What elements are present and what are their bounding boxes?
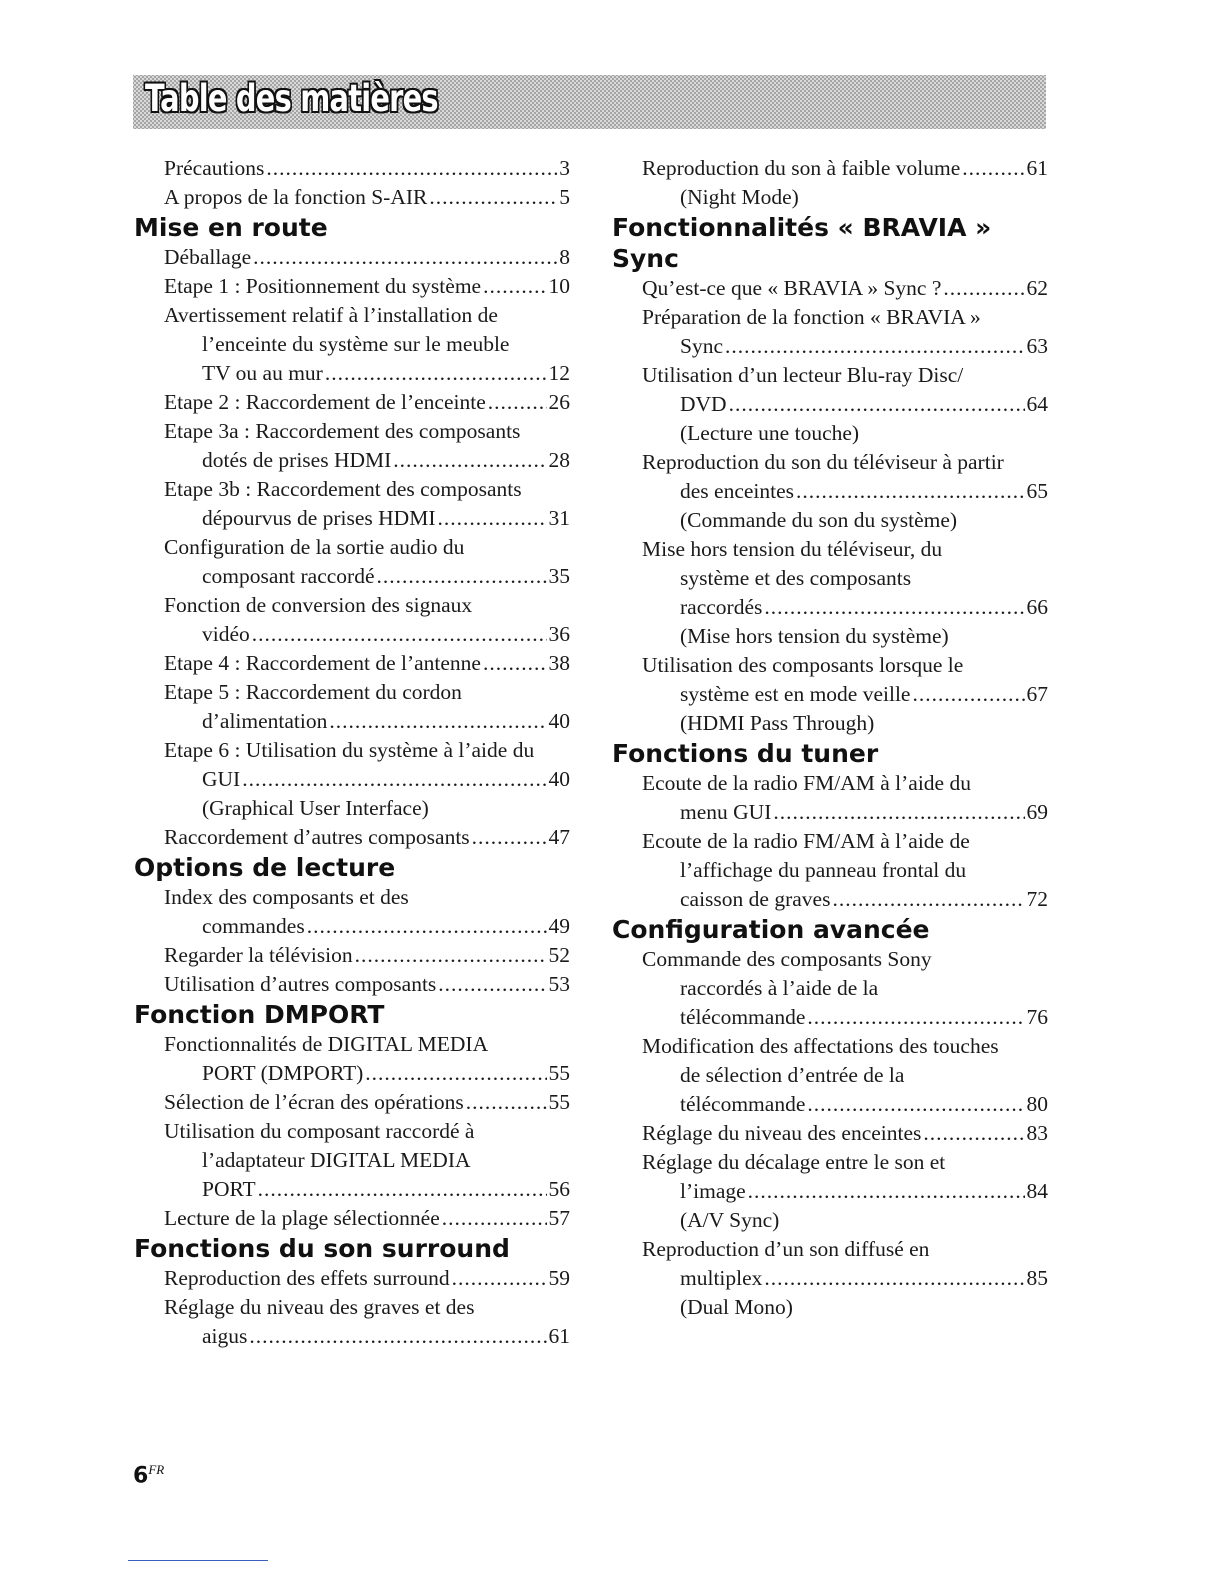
toc-entry[interactable] (134, 1204, 570, 1233)
toc-entry-text: PORT (DMPORT) (202, 1061, 364, 1085)
toc-entry-text: composant raccordé (202, 564, 375, 588)
toc-entry-text: Réglage du niveau des graves et des (164, 1295, 475, 1319)
dot-leader (325, 359, 547, 388)
toc-entry-text: télécommande (680, 1092, 806, 1116)
toc-entry[interactable] (134, 649, 570, 678)
toc-entry-text: l’image (680, 1179, 746, 1203)
toc-entry-text: Ecoute de la radio FM/AM à l’aide de (642, 829, 970, 853)
toc-entry-text: Raccordement d’autres composants (164, 825, 470, 849)
dot-leader (437, 504, 546, 533)
toc-entry[interactable] (134, 183, 570, 212)
toc-entry-text: Déballage (164, 245, 252, 269)
toc-entry[interactable] (612, 1148, 1048, 1235)
dot-leader (466, 1088, 547, 1117)
dot-leader (266, 154, 557, 183)
toc-entry-subtitle: (Lecture une touche) (680, 421, 860, 445)
toc-entry[interactable] (134, 475, 570, 533)
dot-leader (764, 593, 1024, 622)
toc-entry-text: Modification des affectations des touches (642, 1034, 999, 1058)
toc-entry-text: télécommande (680, 1005, 806, 1029)
dot-leader (807, 1090, 1024, 1119)
title-banner (133, 75, 1046, 129)
toc-entry-text: Utilisation du composant raccordé à (164, 1119, 475, 1143)
toc-entry[interactable] (134, 1293, 570, 1351)
toc-entry-text: Réglage du niveau des enceintes (642, 1121, 922, 1145)
toc-right-column (612, 154, 1048, 1322)
toc-entry-text: Etape 6 : Utilisation du système à l’aide du (164, 738, 535, 762)
toc-entry-text: l’enceinte du système sur le meuble (202, 332, 510, 356)
section-heading: Fonctionnalités « BRAVIA » Sync (612, 213, 992, 273)
toc-entry[interactable] (134, 1088, 570, 1117)
toc-entry[interactable] (612, 651, 1048, 738)
toc-entry[interactable] (134, 1264, 570, 1293)
toc-entry-text: aigus (202, 1324, 248, 1348)
dot-leader (242, 765, 546, 794)
dot-leader (483, 649, 547, 678)
dot-leader (483, 272, 546, 301)
page-reference: 63 (1026, 334, 1048, 358)
page-reference: 40 (548, 767, 570, 791)
dot-leader (355, 941, 547, 970)
page-reference: 3 (559, 156, 570, 180)
dot-leader (472, 823, 547, 852)
dot-leader (365, 1059, 546, 1088)
toc-entry-text: de sélection d’entrée de la (680, 1063, 905, 1087)
toc-entry-text: l’affichage du panneau frontal du (680, 858, 967, 882)
page-reference: 80 (1026, 1092, 1048, 1116)
toc-entry-text: raccordés à l’aide de la (680, 976, 879, 1000)
toc-entry-text: Sélection de l’écran des opérations (164, 1090, 464, 1114)
toc-entry[interactable] (134, 301, 570, 388)
toc-entry-text: Etape 4 : Raccordement de l’antenne (164, 651, 481, 675)
toc-entry[interactable] (134, 154, 570, 183)
toc-entry-subtitle: (Night Mode) (680, 185, 799, 209)
toc-entry-text: Utilisation d’un lecteur Blu-ray Disc/ (642, 363, 964, 387)
toc-entry[interactable] (134, 243, 570, 272)
page-reference: 38 (548, 651, 570, 675)
toc-entry-text: Préparation de la fonction « BRAVIA » (642, 305, 981, 329)
dot-leader (773, 798, 1024, 827)
toc-entry[interactable] (612, 1119, 1048, 1148)
toc-entry-subtitle: (Dual Mono) (680, 1295, 793, 1319)
section-heading: Options de lecture (134, 853, 396, 882)
toc-entry-text: dotés de prises HDMI (202, 448, 392, 472)
page-reference: 40 (548, 709, 570, 733)
toc-entry[interactable] (134, 388, 570, 417)
toc-entry-text: Reproduction du son du téléviseur à partir (642, 450, 1004, 474)
toc-entry-text: A propos de la fonction S-AIR (164, 185, 428, 209)
page-reference: 65 (1026, 479, 1048, 503)
toc-entry-text: des enceintes (680, 479, 795, 503)
toc-entry-text: Avertissement relatif à l’installation de (164, 303, 498, 327)
toc-entry-text: TV ou au mur (202, 361, 323, 385)
page-reference: 47 (548, 825, 570, 849)
toc-entry[interactable] (134, 417, 570, 475)
dot-leader (393, 446, 546, 475)
page-reference: 69 (1026, 800, 1048, 824)
toc-entry-text: Etape 5 : Raccordement du cordon (164, 680, 462, 704)
page-title: Table des matières (145, 77, 438, 120)
toc-entry[interactable] (134, 941, 570, 970)
dot-leader (307, 912, 547, 941)
toc-entry[interactable] (134, 736, 570, 823)
toc-entry-text: Etape 3a : Raccordement des composants (164, 419, 521, 443)
toc-entry-text: Réglage du décalage entre le son et (642, 1150, 946, 1174)
toc-entry-text: dépourvus de prises HDMI (202, 506, 436, 530)
page-reference: 10 (548, 274, 570, 298)
dot-leader (429, 183, 557, 212)
toc-entry-text: Fonction de conversion des signaux (164, 593, 473, 617)
toc-entry[interactable] (612, 303, 1048, 361)
toc-entry[interactable] (134, 272, 570, 301)
dot-leader (764, 1264, 1024, 1293)
toc-entry-text: Sync (680, 334, 723, 358)
section-heading: Fonction DMPORT (134, 1000, 385, 1029)
toc-entry-text: Fonctionnalités de DIGITAL MEDIA (164, 1032, 489, 1056)
dot-leader (452, 1264, 547, 1293)
toc-entry[interactable] (612, 1032, 1048, 1119)
toc-entry-text: caisson de graves (680, 887, 831, 911)
toc-entry[interactable] (612, 361, 1048, 448)
toc-entry[interactable] (134, 591, 570, 649)
section-heading: Mise en route (134, 213, 328, 242)
dot-leader (725, 332, 1025, 361)
toc-entry-text: Reproduction d’un son diffusé en (642, 1237, 930, 1261)
dot-leader (832, 885, 1024, 914)
dot-leader (329, 707, 546, 736)
bottom-rule (128, 1560, 268, 1561)
toc-entry-text: Qu’est-ce que « BRAVIA » Sync ? (642, 276, 942, 300)
page-reference: 36 (548, 622, 570, 646)
page-reference: 76 (1026, 1005, 1048, 1029)
page-reference: 59 (548, 1266, 570, 1290)
toc-entry-text: PORT (202, 1177, 256, 1201)
page-reference: 64 (1026, 392, 1048, 416)
toc-entry-text: Index des composants et des (164, 885, 409, 909)
toc-entry-text: Lecture de la plage sélectionnée (164, 1206, 440, 1230)
page-reference: 66 (1026, 595, 1048, 619)
toc-entry[interactable] (612, 827, 1048, 914)
toc-entry-subtitle: (Commande du son du système) (680, 508, 958, 532)
page-reference: 35 (548, 564, 570, 588)
toc-entry[interactable] (612, 154, 1048, 212)
toc-entry[interactable] (612, 448, 1048, 535)
toc-entry-text: Configuration de la sortie audio du (164, 535, 465, 559)
dot-leader (729, 390, 1025, 419)
section-heading: Fonctions du son surround (134, 1234, 510, 1263)
page-reference: 5 (559, 185, 570, 209)
toc-entry[interactable] (612, 945, 1048, 1032)
toc-entry-text: commandes (202, 914, 305, 938)
page-reference: 55 (548, 1061, 570, 1085)
dot-leader (249, 1322, 546, 1351)
toc-entry-subtitle: (Graphical User Interface) (202, 796, 429, 820)
dot-leader (962, 154, 1024, 183)
dot-leader (488, 388, 547, 417)
page-reference: 62 (1026, 276, 1048, 300)
section-heading: Configuration avancée (612, 915, 930, 944)
toc-entry-text: système et des composants (680, 566, 912, 590)
dot-leader (748, 1177, 1025, 1206)
page-reference: 31 (548, 506, 570, 530)
toc-entry-text: Reproduction des effets surround (164, 1266, 450, 1290)
toc-entry-text: Etape 1 : Positionnement du système (164, 274, 482, 298)
toc-entry[interactable] (134, 823, 570, 852)
dot-leader (943, 274, 1024, 303)
toc-entry[interactable] (134, 970, 570, 999)
toc-entry[interactable] (134, 678, 570, 736)
page-reference: 49 (548, 914, 570, 938)
toc-entry[interactable] (612, 769, 1048, 827)
page-reference: 55 (548, 1090, 570, 1114)
dot-leader (252, 620, 547, 649)
page-reference: 56 (548, 1177, 570, 1201)
dot-leader (923, 1119, 1024, 1148)
toc-entry[interactable] (134, 1117, 570, 1204)
toc-entry-text: GUI (202, 767, 241, 791)
dot-leader (442, 1204, 547, 1233)
page-reference: 61 (1026, 156, 1048, 180)
page-reference: 84 (1026, 1179, 1048, 1203)
toc-entry-text: Précautions (164, 156, 265, 180)
toc-entry-text: raccordés (680, 595, 763, 619)
toc-entry-text: multiplex (680, 1266, 763, 1290)
page-reference: 61 (548, 1324, 570, 1348)
toc-entry-text: Utilisation d’autres composants (164, 972, 437, 996)
toc-entry-text: l’adaptateur DIGITAL MEDIA (202, 1148, 471, 1172)
page-reference: 83 (1026, 1121, 1048, 1145)
page-reference: 12 (548, 361, 570, 385)
toc-entry-subtitle: (A/V Sync) (680, 1208, 780, 1232)
dot-leader (807, 1003, 1024, 1032)
toc-entry[interactable] (134, 883, 570, 941)
toc-entry-text: DVD (680, 392, 727, 416)
toc-entry-text: menu GUI (680, 800, 772, 824)
dot-leader (438, 970, 546, 999)
toc-entry-text: d’alimentation (202, 709, 328, 733)
toc-entry-subtitle: (HDMI Pass Through) (680, 711, 875, 735)
toc-entry-text: vidéo (202, 622, 250, 646)
toc-entry[interactable] (612, 274, 1048, 303)
page-reference: 67 (1026, 682, 1048, 706)
toc-entry[interactable] (612, 1235, 1048, 1322)
page-reference: 57 (548, 1206, 570, 1230)
toc-entry-text: Etape 2 : Raccordement de l’enceinte (164, 390, 486, 414)
section-heading: Fonctions du tuner (612, 739, 879, 768)
dot-leader (377, 562, 547, 591)
toc-entry-text: Mise hors tension du téléviseur, du (642, 537, 943, 561)
dot-leader (258, 1175, 547, 1204)
dot-leader (796, 477, 1024, 506)
toc-entry-text: système est en mode veille (680, 682, 911, 706)
page-number: $6^{FR}$ (133, 1462, 165, 1489)
page-reference: 53 (548, 972, 570, 996)
page-reference: 52 (548, 943, 570, 967)
toc-entry[interactable] (134, 1030, 570, 1088)
toc-entry[interactable] (612, 535, 1048, 651)
toc-entry-text: Reproduction du son à faible volume (642, 156, 961, 180)
page-reference: 26 (548, 390, 570, 414)
toc-entry-text: Utilisation des composants lorsque le (642, 653, 964, 677)
dot-leader (912, 680, 1024, 709)
page-reference: 8 (559, 245, 570, 269)
toc-entry-text: Regarder la télévision (164, 943, 353, 967)
toc-entry-subtitle: (Mise hors tension du système) (680, 624, 949, 648)
toc-entry[interactable] (134, 533, 570, 591)
page-reference: 28 (548, 448, 570, 472)
page-reference: 85 (1026, 1266, 1048, 1290)
dot-leader (253, 243, 557, 272)
toc-entry-text: Etape 3b : Raccordement des composants (164, 477, 522, 501)
page-reference: 72 (1026, 887, 1048, 911)
toc-entry-text: Ecoute de la radio FM/AM à l’aide du (642, 771, 971, 795)
toc-entry-text: Commande des composants Sony (642, 947, 932, 971)
toc-left-column (134, 154, 570, 1351)
